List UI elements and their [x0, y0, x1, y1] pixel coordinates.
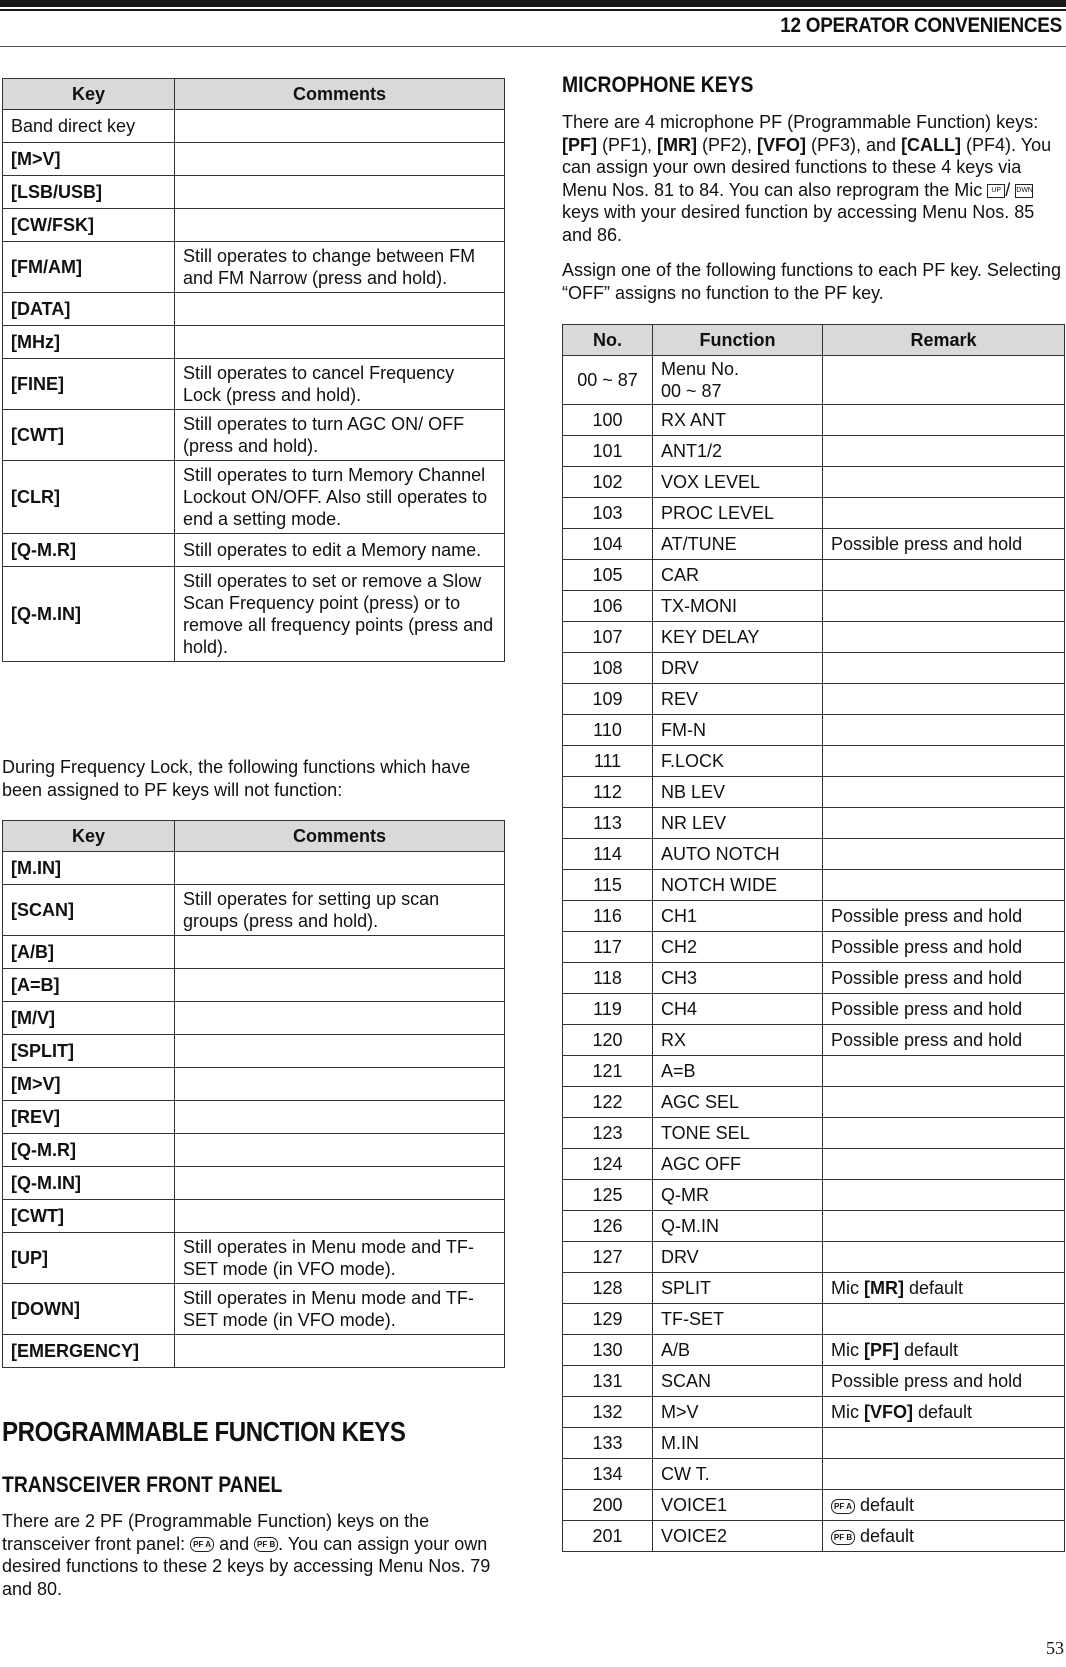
- col-key: Key: [3, 821, 175, 852]
- cell-remark: [823, 1428, 1065, 1459]
- cell-comment: Still operates to set or remove a Slow Scan Frequency point (press) or to remove all frequency points (press and hold).: [175, 567, 505, 662]
- cell-remark: Possible press and hold: [823, 1366, 1065, 1397]
- cell-remark: Possible press and hold: [823, 901, 1065, 932]
- section-title-pf: PROGRAMMABLE FUNCTION KEYS: [2, 1416, 406, 1447]
- table-row: [563, 839, 1065, 870]
- cell-function: VOICE1: [653, 1490, 823, 1521]
- cell-remark: Mic [PF] default: [823, 1335, 1065, 1366]
- cell-comment: [175, 1167, 505, 1200]
- table-row: [3, 1002, 505, 1035]
- cell-key: [Q-M.IN]: [3, 567, 175, 662]
- cell-key: [MHz]: [3, 326, 175, 359]
- cell-function: SPLIT: [653, 1273, 823, 1304]
- cell-no: 120: [563, 1025, 653, 1056]
- cell-remark: [823, 715, 1065, 746]
- cell-function: KEY DELAY: [653, 622, 823, 653]
- table-row: [563, 1056, 1065, 1087]
- cell-comment: [175, 1002, 505, 1035]
- cell-function: CW T.: [653, 1459, 823, 1490]
- cell-key: [CW/FSK]: [3, 209, 175, 242]
- col-function: Function: [653, 325, 823, 356]
- table-row: [563, 1304, 1065, 1335]
- table-row: [563, 1490, 1065, 1521]
- pfb-key-icon: PF B: [254, 1537, 278, 1552]
- table-row: [3, 1233, 505, 1284]
- cell-remark: [823, 1118, 1065, 1149]
- table-row: [563, 1366, 1065, 1397]
- cell-no: 108: [563, 653, 653, 684]
- table-row: [3, 534, 505, 567]
- cell-key: [A=B]: [3, 969, 175, 1002]
- cell-key: [Q-M.R]: [3, 534, 175, 567]
- cell-comment: [175, 293, 505, 326]
- table-row: [3, 110, 505, 143]
- cell-remark: Possible press and hold: [823, 529, 1065, 560]
- cell-remark: [823, 777, 1065, 808]
- cell-key: [FM/AM]: [3, 242, 175, 293]
- cell-no: 131: [563, 1366, 653, 1397]
- section-title-mic: MICROPHONE KEYS: [562, 72, 754, 97]
- table-row: [563, 1428, 1065, 1459]
- cell-no: 112: [563, 777, 653, 808]
- cell-key: [Q-M.IN]: [3, 1167, 175, 1200]
- table-row: [563, 467, 1065, 498]
- cell-key: [DOWN]: [3, 1284, 175, 1335]
- cell-remark: [823, 436, 1065, 467]
- table-row: [563, 560, 1065, 591]
- cell-remark: [823, 591, 1065, 622]
- cell-comment: [175, 969, 505, 1002]
- cell-function: TX-MONI: [653, 591, 823, 622]
- table-row: [563, 1521, 1065, 1552]
- cell-function: AT/TUNE: [653, 529, 823, 560]
- cell-comment: [175, 1335, 505, 1368]
- chapter-title: 12 OPERATOR CONVENIENCES: [780, 14, 1062, 37]
- table-row: [3, 969, 505, 1002]
- cell-key: [M>V]: [3, 143, 175, 176]
- table-row: [3, 242, 505, 293]
- col-no: No.: [563, 325, 653, 356]
- cell-function: CH1: [653, 901, 823, 932]
- cell-no: 128: [563, 1273, 653, 1304]
- cell-function: AGC OFF: [653, 1149, 823, 1180]
- cell-function: RX: [653, 1025, 823, 1056]
- table-row: [563, 808, 1065, 839]
- table-row: [563, 1242, 1065, 1273]
- cell-key: [M.IN]: [3, 852, 175, 885]
- table-row: [563, 1273, 1065, 1304]
- function-table: [562, 324, 1065, 1552]
- cell-key: [FINE]: [3, 359, 175, 410]
- table-row: [563, 1397, 1065, 1428]
- cell-function: M>V: [653, 1397, 823, 1428]
- cell-key: [CWT]: [3, 410, 175, 461]
- cell-no: 125: [563, 1180, 653, 1211]
- cell-comment: [175, 176, 505, 209]
- cell-no: 113: [563, 808, 653, 839]
- key-table-1: [2, 78, 505, 662]
- col-comments: Comments: [175, 821, 505, 852]
- table-row: [3, 293, 505, 326]
- cell-function: VOICE2: [653, 1521, 823, 1552]
- cell-function: CH2: [653, 932, 823, 963]
- cell-key: [SCAN]: [3, 885, 175, 936]
- cell-no: 133: [563, 1428, 653, 1459]
- table-row: [563, 1459, 1065, 1490]
- cell-comment: [175, 209, 505, 242]
- table-row: [3, 359, 505, 410]
- cell-no: 121: [563, 1056, 653, 1087]
- cell-no: 00 ~ 87: [563, 356, 653, 405]
- top-rule: [0, 0, 1066, 7]
- cell-remark: [823, 1056, 1065, 1087]
- cell-remark: PF A default: [823, 1490, 1065, 1521]
- mic-paragraph-2: Assign one of the following functions to each PF key. Selecting “OFF” assigns no function to the PF key.: [562, 260, 1061, 303]
- cell-comment: [175, 1134, 505, 1167]
- key-table-2: [2, 820, 505, 1368]
- table-row: [563, 963, 1065, 994]
- cell-remark: [823, 1180, 1065, 1211]
- table-row: [563, 405, 1065, 436]
- cell-no: 129: [563, 1304, 653, 1335]
- table-row: [563, 1025, 1065, 1056]
- table-row: [563, 653, 1065, 684]
- table-row: [563, 994, 1065, 1025]
- cell-function: PROC LEVEL: [653, 498, 823, 529]
- cell-function: ANT1/2: [653, 436, 823, 467]
- cell-no: 119: [563, 994, 653, 1025]
- table-row: [563, 715, 1065, 746]
- cell-remark: [823, 1149, 1065, 1180]
- cell-function: VOX LEVEL: [653, 467, 823, 498]
- cell-function: DRV: [653, 653, 823, 684]
- table-row: [3, 1167, 505, 1200]
- cell-key: [SPLIT]: [3, 1035, 175, 1068]
- cell-remark: Mic [MR] default: [823, 1273, 1065, 1304]
- cell-comment: [175, 143, 505, 176]
- mic-down-key-icon: DWN: [1015, 184, 1033, 198]
- cell-no: 132: [563, 1397, 653, 1428]
- cell-remark: [823, 498, 1065, 529]
- table-row: [563, 1180, 1065, 1211]
- table-row: [3, 326, 505, 359]
- table-row: [3, 1200, 505, 1233]
- table-row: [3, 1335, 505, 1368]
- cell-comment: Still operates to cancel Frequency Lock (press and hold).: [175, 359, 505, 410]
- table-row: [3, 1068, 505, 1101]
- table-row: [563, 356, 1065, 405]
- table-row: [563, 684, 1065, 715]
- cell-comment: [175, 852, 505, 885]
- cell-function: CAR: [653, 560, 823, 591]
- mic-up-key-icon: UP: [987, 184, 1005, 198]
- cell-no: 117: [563, 932, 653, 963]
- table-row: [3, 1284, 505, 1335]
- cell-function: FM-N: [653, 715, 823, 746]
- cell-function: M.IN: [653, 1428, 823, 1459]
- cell-key: [EMERGENCY]: [3, 1335, 175, 1368]
- cell-function: Menu No. 00 ~ 87: [653, 356, 823, 405]
- cell-remark: Possible press and hold: [823, 994, 1065, 1025]
- cell-no: 200: [563, 1490, 653, 1521]
- cell-comment: Still operates to change between FM and FM Narrow (press and hold).: [175, 242, 505, 293]
- cell-remark: Possible press and hold: [823, 932, 1065, 963]
- cell-no: 123: [563, 1118, 653, 1149]
- cell-key: [UP]: [3, 1233, 175, 1284]
- cell-no: 124: [563, 1149, 653, 1180]
- table-row: [563, 591, 1065, 622]
- cell-key: [CWT]: [3, 1200, 175, 1233]
- cell-no: 106: [563, 591, 653, 622]
- cell-remark: [823, 1087, 1065, 1118]
- cell-comment: [175, 1101, 505, 1134]
- cell-key: Band direct key: [3, 110, 175, 143]
- cell-function: TONE SEL: [653, 1118, 823, 1149]
- cell-remark: [823, 1459, 1065, 1490]
- table-row: [563, 901, 1065, 932]
- cell-function: NB LEV: [653, 777, 823, 808]
- table-row: [3, 209, 505, 242]
- cell-remark: [823, 1211, 1065, 1242]
- table-row: [563, 1211, 1065, 1242]
- front-panel-paragraph: There are 2 PF (Programmable Function) keys on the transceiver front panel: PF A and PF B . You can assign your own desired functions to these 2 keys by accessing Menu Nos. 79 and 80.: [2, 1511, 491, 1599]
- cell-function: DRV: [653, 1242, 823, 1273]
- cell-comment: [175, 1068, 505, 1101]
- cell-key: [A/B]: [3, 936, 175, 969]
- cell-no: 201: [563, 1521, 653, 1552]
- cell-function: CH3: [653, 963, 823, 994]
- cell-key: [DATA]: [3, 293, 175, 326]
- cell-function: AUTO NOTCH: [653, 839, 823, 870]
- mic-paragraph-1: There are 4 microphone PF (Programmable Function) keys: [PF] (PF1), [MR] (PF2), [VFO] (PF3), and [CALL] (PF4). You can assign your own desired functions to these 4 keys via Menu Nos. 81 to 84. You can also reprogram the Mic UP / DWN keys with your desired function by accessing Menu Nos. 85 and 86.: [562, 112, 1052, 245]
- table-row: [3, 567, 505, 662]
- cell-comment: [175, 110, 505, 143]
- cell-comment: [175, 326, 505, 359]
- cell-no: 101: [563, 436, 653, 467]
- cell-remark: [823, 405, 1065, 436]
- col-key: Key: [3, 79, 175, 110]
- pfa-key-icon: PF A: [190, 1537, 214, 1552]
- cell-remark: [823, 684, 1065, 715]
- cell-remark: PF B default: [823, 1521, 1065, 1552]
- cell-remark: [823, 653, 1065, 684]
- table-row: [563, 1118, 1065, 1149]
- cell-no: 130: [563, 1335, 653, 1366]
- table-row: [563, 436, 1065, 467]
- cell-no: 126: [563, 1211, 653, 1242]
- table-row: [563, 932, 1065, 963]
- cell-comment: Still operates to edit a Memory name.: [175, 534, 505, 567]
- cell-remark: [823, 467, 1065, 498]
- cell-remark: Possible press and hold: [823, 963, 1065, 994]
- table-row: [3, 852, 505, 885]
- cell-comment: Still operates to turn Memory Channel Lockout ON/OFF. Also still operates to end a setting mode.: [175, 461, 505, 534]
- cell-remark: [823, 1242, 1065, 1273]
- pf-key-icon: PF A: [831, 1499, 855, 1514]
- table-row: [563, 498, 1065, 529]
- cell-function: NOTCH WIDE: [653, 870, 823, 901]
- cell-function: Q-MR: [653, 1180, 823, 1211]
- cell-function: REV: [653, 684, 823, 715]
- cell-function: A/B: [653, 1335, 823, 1366]
- cell-no: 127: [563, 1242, 653, 1273]
- col-comments: Comments: [175, 79, 505, 110]
- cell-no: 100: [563, 405, 653, 436]
- cell-remark: [823, 356, 1065, 405]
- cell-no: 110: [563, 715, 653, 746]
- table-row: [563, 622, 1065, 653]
- cell-remark: [823, 746, 1065, 777]
- table-row: [3, 410, 505, 461]
- cell-key: [LSB/USB]: [3, 176, 175, 209]
- cell-key: [REV]: [3, 1101, 175, 1134]
- cell-comment: Still operates in Menu mode and TF-SET mode (in VFO mode).: [175, 1233, 505, 1284]
- cell-remark: Possible press and hold: [823, 1025, 1065, 1056]
- cell-key: [CLR]: [3, 461, 175, 534]
- table-row: [563, 1149, 1065, 1180]
- table-row: [3, 885, 505, 936]
- cell-no: 109: [563, 684, 653, 715]
- cell-no: 105: [563, 560, 653, 591]
- cell-comment: Still operates to turn AGC ON/ OFF (press and hold).: [175, 410, 505, 461]
- table-row: [3, 1035, 505, 1068]
- table-row: [563, 777, 1065, 808]
- table-row: [563, 1335, 1065, 1366]
- header-divider: [0, 46, 1066, 47]
- cell-remark: [823, 808, 1065, 839]
- cell-function: AGC SEL: [653, 1087, 823, 1118]
- table-row: [3, 1101, 505, 1134]
- cell-comment: [175, 936, 505, 969]
- cell-comment: [175, 1035, 505, 1068]
- cell-no: 118: [563, 963, 653, 994]
- cell-remark: [823, 622, 1065, 653]
- table-row: [3, 936, 505, 969]
- cell-no: 116: [563, 901, 653, 932]
- cell-no: 111: [563, 746, 653, 777]
- top-rule-thin: [0, 9, 1066, 11]
- table-row: [3, 461, 505, 534]
- cell-key: [Q-M.R]: [3, 1134, 175, 1167]
- page-number: 53: [1046, 1638, 1064, 1658]
- cell-function: F.LOCK: [653, 746, 823, 777]
- cell-remark: [823, 839, 1065, 870]
- table-row: [563, 870, 1065, 901]
- cell-function: SCAN: [653, 1366, 823, 1397]
- col-remark: Remark: [823, 325, 1065, 356]
- table-row: [563, 746, 1065, 777]
- cell-no: 114: [563, 839, 653, 870]
- cell-key: [M/V]: [3, 1002, 175, 1035]
- cell-remark: [823, 870, 1065, 901]
- cell-comment: Still operates for setting up scan groups (press and hold).: [175, 885, 505, 936]
- cell-function: NR LEV: [653, 808, 823, 839]
- table-row: [563, 529, 1065, 560]
- cell-no: 115: [563, 870, 653, 901]
- cell-function: CH4: [653, 994, 823, 1025]
- cell-no: 103: [563, 498, 653, 529]
- cell-comment: [175, 1200, 505, 1233]
- cell-function: TF-SET: [653, 1304, 823, 1335]
- table-row: [3, 143, 505, 176]
- cell-function: A=B: [653, 1056, 823, 1087]
- table-row: [3, 176, 505, 209]
- cell-no: 107: [563, 622, 653, 653]
- cell-no: 102: [563, 467, 653, 498]
- cell-comment: Still operates in Menu mode and TF-SET mode (in VFO mode).: [175, 1284, 505, 1335]
- frequency-lock-note: During Frequency Lock, the following functions which have been assigned to PF keys will not function:: [2, 757, 471, 800]
- pf-key-icon: PF B: [831, 1530, 855, 1545]
- subsection-title-front-panel: TRANSCEIVER FRONT PANEL: [2, 1472, 283, 1497]
- table-row: [563, 1087, 1065, 1118]
- cell-no: 122: [563, 1087, 653, 1118]
- cell-remark: [823, 1304, 1065, 1335]
- cell-no: 104: [563, 529, 653, 560]
- cell-function: RX ANT: [653, 405, 823, 436]
- table-row: [3, 1134, 505, 1167]
- cell-remark: Mic [VFO] default: [823, 1397, 1065, 1428]
- cell-remark: [823, 560, 1065, 591]
- cell-function: Q-M.IN: [653, 1211, 823, 1242]
- cell-no: 134: [563, 1459, 653, 1490]
- cell-key: [M>V]: [3, 1068, 175, 1101]
